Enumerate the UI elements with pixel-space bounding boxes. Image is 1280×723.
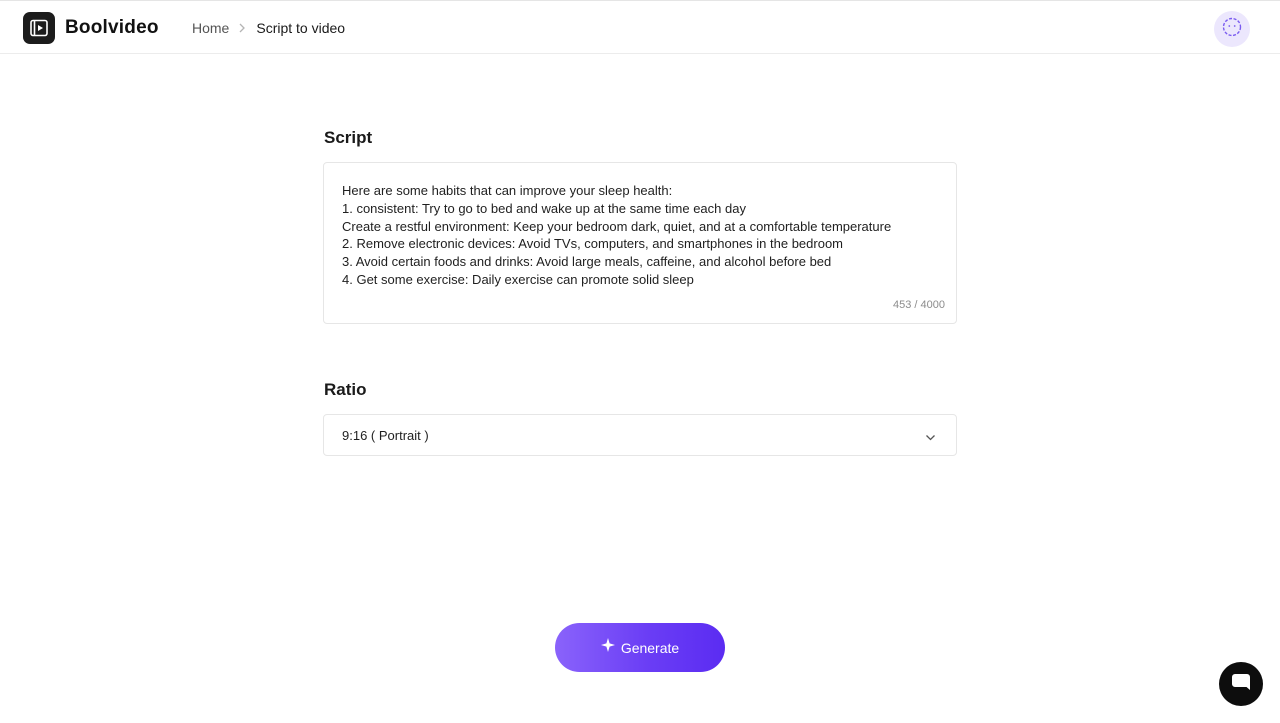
generate-button[interactable]	[555, 623, 725, 672]
chat-support-button[interactable]	[1219, 662, 1263, 706]
character-counter: 453 / 4000	[893, 299, 945, 311]
script-line: 1. consistent: Try to go to bed and wake up at the same time each day	[342, 200, 746, 216]
script-line: 4. Get some exercise: Daily exercise can promote solid sleep	[342, 271, 694, 287]
script-textarea[interactable]	[323, 162, 957, 324]
script-text	[342, 182, 938, 289]
script-line: 2. Remove electronic devices: Avoid TVs, computers, and smartphones in the bedroom	[342, 236, 844, 252]
smiley-face-icon	[1221, 16, 1243, 43]
app-logo[interactable]	[23, 12, 159, 44]
app-name: Boolvideo	[65, 17, 159, 38]
script-section-title: Script	[324, 128, 373, 147]
top-bar	[0, 0, 1280, 54]
ratio-selected-value: 9:16 ( Portrait )	[342, 428, 429, 443]
script-line: Here are some habits that can improve your sleep health:	[342, 183, 673, 198]
script-line: Create a restful environment: Keep your bedroom dark, quiet, and at a comfortable temperature	[342, 218, 892, 234]
sparkle-icon	[601, 638, 615, 657]
ratio-section-title: Ratio	[324, 380, 367, 399]
generate-button-label: Generate	[620, 639, 680, 656]
film-icon	[23, 12, 55, 44]
chevron-right-icon	[238, 23, 246, 33]
breadcrumb-current: Script to video	[256, 20, 346, 36]
script-line: 3. Avoid certain foods and drinks: Avoid large meals, caffeine, and alcohol before bed	[342, 254, 832, 270]
chevron-down-icon	[925, 430, 936, 448]
chat-bubble-icon	[1230, 671, 1252, 698]
user-avatar[interactable]	[1214, 11, 1250, 47]
ratio-select[interactable]	[323, 414, 957, 456]
breadcrumb-home-link[interactable]: Home	[192, 20, 230, 36]
breadcrumb	[192, 20, 345, 36]
